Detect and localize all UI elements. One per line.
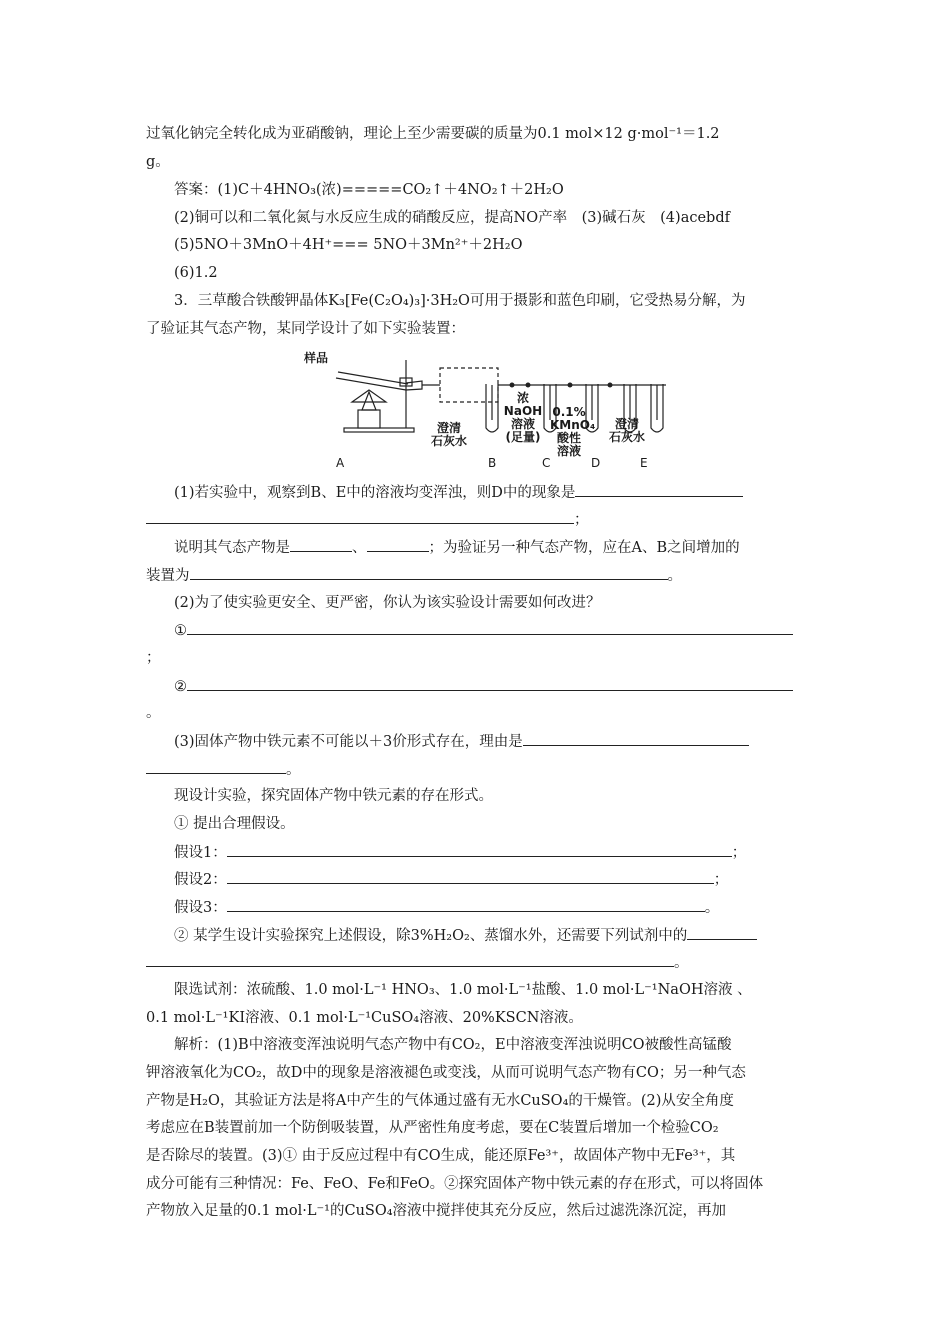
analysis-line: 考虑应在B装置前加一个防倒吸装置，从严密性角度考虑，要在C装置后增加一个检验CO₂: [146, 1120, 719, 1136]
apparatus-drawing: [296, 350, 676, 474]
tube-c-label-line: 浓NaOH: [503, 391, 543, 418]
tube-d-label-line: 溶液: [556, 444, 581, 458]
text: 假设3：: [174, 900, 227, 916]
answer-blank[interactable]: [146, 509, 574, 524]
question-intro: 3．三草酸合铁酸钾晶体K₃[Fe(C₂O₄)₃]·3H₂O可用于摄影和蓝色印刷，它受热易分解，为: [174, 293, 746, 309]
sample-label: 样品: [304, 351, 329, 365]
improvement-2: [174, 676, 793, 697]
blank-line: [146, 509, 589, 530]
blank-line: [146, 952, 689, 973]
tube-c-label: [498, 392, 548, 444]
answer-blank[interactable]: [367, 537, 429, 552]
answer-blank[interactable]: [187, 676, 793, 691]
text: 。: [667, 568, 682, 584]
text-line: ；: [146, 650, 161, 666]
tube-d-label-line: 0.1%: [552, 405, 586, 419]
hypothesis-2: [174, 869, 728, 890]
tube-b-label-line: 石灰水: [430, 434, 467, 448]
caption-d: D: [591, 456, 601, 470]
tube-d-label-line: KMnO₄: [550, 418, 596, 432]
answer-blank[interactable]: [575, 482, 743, 497]
answer-blank[interactable]: [523, 731, 749, 746]
analysis-line: 产物是H₂O，其验证方法是将A中产生的气体通过盛有无水CuSO₄的干燥管。(2)从安全角度: [146, 1093, 734, 1109]
improvement-1: [174, 620, 793, 641]
answer-line-5: (5)5NO＋3MnO＋4H⁺=== 5NO＋3Mn²⁺＋2H₂O: [174, 237, 523, 253]
tube-d-label: [550, 405, 596, 458]
reagents-line: 限选试剂：浓硫酸、1.0 mol·L⁻¹ HNO₃、1.0 mol·L⁻¹盐酸、1.0 mol·L⁻¹NaOH溶液 、: [174, 982, 752, 998]
text: (1)若实验中，观察到B、E中的溶液均变浑浊，则D中的现象是: [174, 485, 576, 501]
answer-line-2: (2)铜可以和二氧化氮与水反应生成的硝酸反应，提高NO产率 (3)碱石灰 (4)acebdf: [174, 210, 730, 226]
answer-blank[interactable]: [227, 897, 705, 912]
apparatus-diagram: [296, 350, 676, 474]
question-intro: 了验证其气态产物，某同学设计了如下实验装置：: [146, 321, 465, 337]
text: 假设1：: [174, 845, 227, 861]
subquestion-2: (2)为了使实验更安全、更严密，你认为该实验设计需要如何改进？: [174, 595, 601, 611]
text: 假设2：: [174, 872, 227, 888]
caption-c: C: [542, 456, 551, 470]
text: 。: [286, 762, 301, 778]
hypothesis-1: [174, 842, 746, 863]
answer-line-6: (6)1.2: [174, 265, 218, 281]
analysis-line: 产物放入足量的0.1 mol·L⁻¹的CuSO₄溶液中搅拌使其充分反应，然后过滤洗涤沉淀，再加: [146, 1203, 727, 1219]
tube-e-label: [604, 418, 650, 444]
text-line: 现设计实验，探究固体产物中铁元素的存在形式。: [174, 788, 493, 804]
text: 。: [674, 955, 689, 971]
answer-blank[interactable]: [290, 537, 352, 552]
tube-d-label-line: 酸性: [556, 431, 581, 445]
text: 、: [352, 540, 367, 556]
text: ② 某学生设计实验探究上述假设，除3%H₂O₂、蒸馏水外，还需要下列试剂中的: [174, 928, 688, 944]
answer-blank[interactable]: [227, 842, 732, 857]
caption-e: E: [640, 456, 648, 470]
caption-a: A: [336, 456, 345, 470]
answer-blank[interactable]: [687, 925, 757, 940]
text: ；为验证另一种气态产物，应在A、B之间增加的: [428, 540, 740, 556]
text-line: g。: [146, 154, 170, 170]
text-line: 。: [146, 705, 161, 721]
text: ②: [174, 679, 187, 695]
tube-c-label-line: 溶液: [510, 417, 535, 431]
tube-e-label-line: 石灰水: [608, 430, 645, 444]
analysis-line: 是否除尽的装置。(3)① 由于反应过程中有CO生成，能还原Fe³⁺，故固体产物中无Fe³⁺，其: [146, 1148, 736, 1164]
answer-blank[interactable]: [187, 620, 793, 635]
answer-blank[interactable]: [190, 565, 668, 580]
answer-blank[interactable]: [146, 759, 286, 774]
step-2: [174, 925, 757, 946]
answer-blank[interactable]: [227, 869, 714, 884]
tube-b-label-line: 澄清: [436, 421, 461, 435]
tube-b-label: [426, 422, 472, 448]
text: (3)固体产物中铁元素不可能以＋3价形式存在，理由是: [174, 734, 523, 750]
text: ；: [713, 872, 729, 888]
analysis-line: 成分可能有三种情况：Fe、FeO、Fe和FeO。②探究固体产物中铁元素的存在形式，可以将固体: [146, 1176, 764, 1192]
text: ；: [574, 512, 589, 528]
reagents-line: 0.1 mol·L⁻¹KI溶液、0.1 mol·L⁻¹CuSO₄溶液、20%KSCN溶液。: [146, 1010, 583, 1026]
subquestion-3: [174, 731, 749, 752]
answer-line-1: 答案：(1)C＋4HNO₃(浓)=====CO₂↑＋4NO₂↑＋2H₂O: [174, 182, 564, 198]
text-line: ① 提出合理假设。: [174, 816, 295, 832]
text: 。: [704, 900, 720, 916]
text: 说明其气态产物是: [174, 540, 290, 556]
answer-blank[interactable]: [146, 952, 674, 967]
blank-line: [146, 759, 301, 780]
subquestion-1-cont: [146, 565, 682, 586]
hypothesis-3: [174, 897, 719, 918]
tube-c-label-line: (足量): [505, 430, 541, 444]
text-line: 过氧化钠完全转化成为亚硝酸钠，理论上至少需要碳的质量为0.1 mol×12 g·mol⁻¹＝1.2: [146, 126, 720, 142]
text: ；: [731, 845, 747, 861]
text: ①: [174, 623, 187, 639]
subquestion-1: [174, 482, 743, 503]
analysis-line: 解析：(1)B中溶液变浑浊说明气态产物中有CO₂，E中溶液变浑浊说明CO被酸性高锰酸: [174, 1037, 732, 1053]
text: 装置为: [146, 568, 190, 584]
tube-e-label-line: 澄清: [614, 417, 639, 431]
analysis-line: 钾溶液氧化为CO₂，故D中的现象是溶液褪色或变浅，从而可说明气态产物有CO；另一种气态: [146, 1065, 746, 1081]
subquestion-1-cont: [174, 537, 740, 558]
caption-b: B: [488, 456, 497, 470]
